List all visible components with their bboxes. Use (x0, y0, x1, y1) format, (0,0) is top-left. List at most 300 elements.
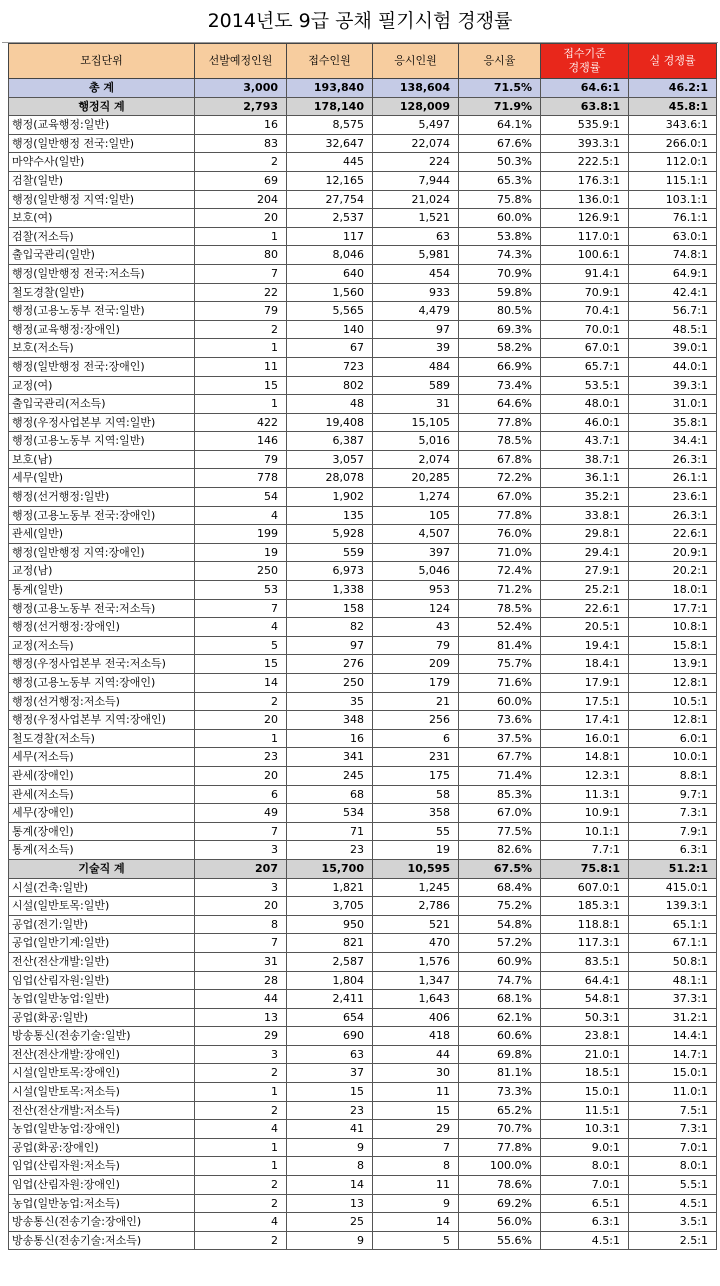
cell-attended: 55 (373, 822, 459, 841)
cell-rate: 37.5% (459, 729, 541, 748)
table-row (9, 897, 717, 916)
cell-planned: 204 (195, 190, 287, 209)
cell-actual-ratio: 2.5:1 (629, 1231, 717, 1250)
cell-applied: 690 (287, 1027, 373, 1046)
cell-actual-ratio: 8.8:1 (629, 766, 717, 785)
cell-applied: 250 (287, 674, 373, 693)
table-row (9, 525, 717, 544)
cell-rate: 74.7% (459, 971, 541, 990)
cell-actual-ratio: 44.0:1 (629, 357, 717, 376)
cell-actual-ratio: 14.4:1 (629, 1027, 717, 1046)
cell-planned: 53 (195, 581, 287, 600)
cell-actual-ratio: 67.1:1 (629, 934, 717, 953)
cell-actual-ratio: 64.9:1 (629, 264, 717, 283)
cell-applied-ratio: 70.4:1 (541, 302, 629, 321)
table-row (9, 134, 717, 153)
cell-actual-ratio: 26.3:1 (629, 506, 717, 525)
cell-attended: 14 (373, 1213, 459, 1232)
cell-applied-ratio: 67.0:1 (541, 339, 629, 358)
cell-rate: 100.0% (459, 1157, 541, 1176)
table-row (9, 766, 717, 785)
cell-applied: 723 (287, 357, 373, 376)
cell-planned: 29 (195, 1027, 287, 1046)
cell-planned: 20 (195, 209, 287, 228)
cell-applied: 67 (287, 339, 373, 358)
cell-applied: 6,387 (287, 432, 373, 451)
cell-attended: 470 (373, 934, 459, 953)
cell-unit: 공업(화공:장애인) (9, 1138, 195, 1157)
cell-rate: 71.2% (459, 581, 541, 600)
cell-applied: 654 (287, 1008, 373, 1027)
table-row (9, 357, 717, 376)
cell-planned: 5 (195, 636, 287, 655)
cell-applied-ratio: 136.0:1 (541, 190, 629, 209)
header-applied-ratio: 접수기준 경쟁률 (541, 44, 629, 79)
cell-rate: 69.2% (459, 1194, 541, 1213)
cell-planned: 6 (195, 785, 287, 804)
cell-rate: 75.2% (459, 897, 541, 916)
cell-applied-ratio: 4.5:1 (541, 1231, 629, 1250)
cell-applied-ratio: 29.8:1 (541, 525, 629, 544)
cell-unit: 전산(전산개발:저소득) (9, 1101, 195, 1120)
cell-actual-ratio: 63.0:1 (629, 227, 717, 246)
cell-unit: 전산(전산개발:장애인) (9, 1045, 195, 1064)
cell-rate: 54.8% (459, 915, 541, 934)
cell-planned: 19 (195, 543, 287, 562)
cell-rate: 74.3% (459, 246, 541, 265)
table-row (9, 655, 717, 674)
cell-actual-ratio: 20.9:1 (629, 543, 717, 562)
cell-applied: 32,647 (287, 134, 373, 153)
cell-applied-ratio: 12.3:1 (541, 766, 629, 785)
table-row (9, 543, 717, 562)
document (2, 0, 718, 1250)
table-row (9, 283, 717, 302)
cell-applied: 27,754 (287, 190, 373, 209)
cell-unit: 교정(저소득) (9, 636, 195, 655)
cell-rate: 71.4% (459, 766, 541, 785)
table-row (9, 1194, 717, 1213)
cell-planned: 4 (195, 618, 287, 637)
table-row (9, 1008, 717, 1027)
cell-rate: 60.0% (459, 209, 541, 228)
table-row (9, 729, 717, 748)
cell-applied-ratio: 63.8:1 (541, 97, 629, 116)
cell-actual-ratio: 56.7:1 (629, 302, 717, 321)
cell-actual-ratio: 51.2:1 (629, 859, 717, 878)
cell-rate: 62.1% (459, 1008, 541, 1027)
cell-unit: 농업(일반농업:일반) (9, 990, 195, 1009)
cell-applied: 2,587 (287, 952, 373, 971)
cell-attended: 521 (373, 915, 459, 934)
cell-attended: 1,521 (373, 209, 459, 228)
cell-actual-ratio: 343.6:1 (629, 116, 717, 135)
cell-unit: 농업(일반농업:저소득) (9, 1194, 195, 1213)
cell-applied: 445 (287, 153, 373, 172)
cell-rate: 77.8% (459, 1138, 541, 1157)
cell-planned: 8 (195, 915, 287, 934)
cell-actual-ratio: 65.1:1 (629, 915, 717, 934)
cell-attended: 1,274 (373, 488, 459, 507)
cell-applied: 68 (287, 785, 373, 804)
cell-applied-ratio: 91.4:1 (541, 264, 629, 283)
cell-attended: 406 (373, 1008, 459, 1027)
cell-rate: 55.6% (459, 1231, 541, 1250)
cell-applied: 2,411 (287, 990, 373, 1009)
table-row (9, 1045, 717, 1064)
cell-attended: 1,576 (373, 952, 459, 971)
cell-applied: 16 (287, 729, 373, 748)
cell-actual-ratio: 34.4:1 (629, 432, 717, 451)
cell-applied: 559 (287, 543, 373, 562)
cell-unit: 행정(고용노동부 전국:장애인) (9, 506, 195, 525)
table-row (9, 116, 717, 135)
cell-applied-ratio: 7.7:1 (541, 841, 629, 860)
cell-attended: 138,604 (373, 79, 459, 98)
cell-applied-ratio: 38.7:1 (541, 450, 629, 469)
cell-attended: 30 (373, 1064, 459, 1083)
cell-unit: 방송통신(전송기술:저소득) (9, 1231, 195, 1250)
cell-rate: 78.5% (459, 599, 541, 618)
cell-unit: 행정(일반행정 전국:장애인) (9, 357, 195, 376)
cell-applied-ratio: 53.5:1 (541, 376, 629, 395)
cell-rate: 67.7% (459, 748, 541, 767)
cell-unit: 임업(산림자원:장애인) (9, 1176, 195, 1195)
cell-attended: 8 (373, 1157, 459, 1176)
cell-actual-ratio: 7.0:1 (629, 1138, 717, 1157)
cell-rate: 72.4% (459, 562, 541, 581)
cell-rate: 50.3% (459, 153, 541, 172)
cell-actual-ratio: 13.9:1 (629, 655, 717, 674)
cell-applied-ratio: 14.8:1 (541, 748, 629, 767)
cell-applied-ratio: 50.3:1 (541, 1008, 629, 1027)
cell-applied: 23 (287, 841, 373, 860)
cell-planned: 1 (195, 1083, 287, 1102)
cell-attended: 953 (373, 581, 459, 600)
cell-unit: 출입국관리(일반) (9, 246, 195, 265)
cell-planned: 79 (195, 302, 287, 321)
cell-applied: 41 (287, 1120, 373, 1139)
cell-applied: 276 (287, 655, 373, 674)
cell-planned: 2 (195, 153, 287, 172)
cell-applied-ratio: 35.2:1 (541, 488, 629, 507)
header-rate: 응시율 (459, 44, 541, 79)
cell-unit: 행정(교육행정:장애인) (9, 320, 195, 339)
cell-rate: 60.9% (459, 952, 541, 971)
cell-applied: 193,840 (287, 79, 373, 98)
cell-applied-ratio: 17.4:1 (541, 711, 629, 730)
cell-attended: 9 (373, 1194, 459, 1213)
cell-attended: 933 (373, 283, 459, 302)
cell-actual-ratio: 139.3:1 (629, 897, 717, 916)
cell-rate: 75.7% (459, 655, 541, 674)
cell-applied: 158 (287, 599, 373, 618)
cell-unit: 마약수사(일반) (9, 153, 195, 172)
table-row (9, 971, 717, 990)
cell-attended: 7,944 (373, 171, 459, 190)
cell-actual-ratio: 35.8:1 (629, 413, 717, 432)
cell-attended: 4,479 (373, 302, 459, 321)
cell-applied-ratio: 22.6:1 (541, 599, 629, 618)
cell-applied: 48 (287, 395, 373, 414)
table-row (9, 227, 717, 246)
cell-rate: 77.8% (459, 413, 541, 432)
cell-applied-ratio: 100.6:1 (541, 246, 629, 265)
cell-applied: 950 (287, 915, 373, 934)
cell-actual-ratio: 14.7:1 (629, 1045, 717, 1064)
cell-planned: 4 (195, 506, 287, 525)
cell-applied-ratio: 11.5:1 (541, 1101, 629, 1120)
cell-rate: 66.9% (459, 357, 541, 376)
cell-planned: 146 (195, 432, 287, 451)
table-row (9, 171, 717, 190)
cell-applied-ratio: 117.0:1 (541, 227, 629, 246)
cell-unit: 행정(일반행정 지역:장애인) (9, 543, 195, 562)
cell-applied: 9 (287, 1138, 373, 1157)
cell-planned: 2,793 (195, 97, 287, 116)
table-row (9, 209, 717, 228)
table-row (9, 841, 717, 860)
cell-planned: 15 (195, 376, 287, 395)
cell-applied-ratio: 23.8:1 (541, 1027, 629, 1046)
cell-applied-ratio: 25.2:1 (541, 581, 629, 600)
cell-actual-ratio: 15.8:1 (629, 636, 717, 655)
cell-attended: 11 (373, 1176, 459, 1195)
table-row (9, 711, 717, 730)
cell-attended: 484 (373, 357, 459, 376)
header-actual-ratio: 실 경쟁률 (629, 44, 717, 79)
cell-planned: 3 (195, 841, 287, 860)
table-row (9, 952, 717, 971)
table-row (9, 878, 717, 897)
cell-planned: 2 (195, 1194, 287, 1213)
cell-planned: 7 (195, 934, 287, 953)
cell-applied: 1,338 (287, 581, 373, 600)
table-row (9, 562, 717, 581)
cell-actual-ratio: 12.8:1 (629, 674, 717, 693)
cell-applied-ratio: 46.0:1 (541, 413, 629, 432)
cell-planned: 250 (195, 562, 287, 581)
page-title: 2014년도 9급 공채 필기시험 경쟁률 (2, 0, 718, 43)
cell-attended: 209 (373, 655, 459, 674)
cell-applied: 3,057 (287, 450, 373, 469)
cell-attended: 5,497 (373, 116, 459, 135)
header-attended: 응시인원 (373, 44, 459, 79)
cell-rate: 59.8% (459, 283, 541, 302)
cell-planned: 49 (195, 804, 287, 823)
cell-rate: 71.6% (459, 674, 541, 693)
cell-actual-ratio: 42.4:1 (629, 283, 717, 302)
cell-unit: 공업(전기:일반) (9, 915, 195, 934)
cell-planned: 20 (195, 711, 287, 730)
cell-applied-ratio: 118.8:1 (541, 915, 629, 934)
cell-attended: 22,074 (373, 134, 459, 153)
cell-actual-ratio: 415.0:1 (629, 878, 717, 897)
cell-unit: 세무(장애인) (9, 804, 195, 823)
cell-unit: 임업(산림자원:저소득) (9, 1157, 195, 1176)
cell-applied: 1,804 (287, 971, 373, 990)
cell-rate: 78.6% (459, 1176, 541, 1195)
cell-attended: 256 (373, 711, 459, 730)
cell-unit: 시설(일반토목:장애인) (9, 1064, 195, 1083)
table-row (9, 506, 717, 525)
cell-applied: 8,046 (287, 246, 373, 265)
table-row (9, 674, 717, 693)
table-row (9, 320, 717, 339)
cell-unit: 보호(남) (9, 450, 195, 469)
cell-actual-ratio: 17.7:1 (629, 599, 717, 618)
cell-applied: 245 (287, 766, 373, 785)
cell-actual-ratio: 10.0:1 (629, 748, 717, 767)
cell-rate: 81.4% (459, 636, 541, 655)
cell-applied-ratio: 29.4:1 (541, 543, 629, 562)
cell-applied: 640 (287, 264, 373, 283)
cell-applied-ratio: 18.5:1 (541, 1064, 629, 1083)
cell-planned: 778 (195, 469, 287, 488)
cell-applied-ratio: 9.0:1 (541, 1138, 629, 1157)
cell-planned: 54 (195, 488, 287, 507)
cell-attended: 231 (373, 748, 459, 767)
cell-attended: 63 (373, 227, 459, 246)
cell-actual-ratio: 76.1:1 (629, 209, 717, 228)
cell-planned: 31 (195, 952, 287, 971)
cell-applied: 3,705 (287, 897, 373, 916)
cell-applied: 135 (287, 506, 373, 525)
cell-attended: 43 (373, 618, 459, 637)
cell-unit: 행정(일반행정 지역:일반) (9, 190, 195, 209)
cell-applied-ratio: 8.0:1 (541, 1157, 629, 1176)
cell-unit: 농업(일반농업:장애인) (9, 1120, 195, 1139)
cell-applied: 117 (287, 227, 373, 246)
cell-planned: 28 (195, 971, 287, 990)
cell-rate: 64.6% (459, 395, 541, 414)
cell-rate: 67.8% (459, 450, 541, 469)
cell-rate: 70.9% (459, 264, 541, 283)
cell-planned: 1 (195, 1138, 287, 1157)
cell-unit: 행정(교육행정:일반) (9, 116, 195, 135)
cell-applied: 802 (287, 376, 373, 395)
cell-applied: 140 (287, 320, 373, 339)
cell-actual-ratio: 3.5:1 (629, 1213, 717, 1232)
cell-unit: 행정(고용노동부 전국:일반) (9, 302, 195, 321)
cell-rate: 69.3% (459, 320, 541, 339)
table-row (9, 1101, 717, 1120)
cell-attended: 589 (373, 376, 459, 395)
cell-rate: 71.9% (459, 97, 541, 116)
cell-planned: 23 (195, 748, 287, 767)
cell-applied: 28,078 (287, 469, 373, 488)
table-row (9, 599, 717, 618)
cell-applied: 23 (287, 1101, 373, 1120)
cell-rate: 67.0% (459, 804, 541, 823)
cell-applied: 1,902 (287, 488, 373, 507)
cell-attended: 2,786 (373, 897, 459, 916)
cell-applied-ratio: 75.8:1 (541, 859, 629, 878)
cell-unit: 행정직 계 (9, 97, 195, 116)
table-row (9, 1157, 717, 1176)
competition-table (8, 43, 717, 1250)
cell-actual-ratio: 6.3:1 (629, 841, 717, 860)
cell-applied-ratio: 83.5:1 (541, 952, 629, 971)
cell-planned: 2 (195, 1064, 287, 1083)
cell-applied: 348 (287, 711, 373, 730)
cell-applied: 1,821 (287, 878, 373, 897)
table-row (9, 990, 717, 1009)
cell-applied: 13 (287, 1194, 373, 1213)
cell-unit: 기술직 계 (9, 859, 195, 878)
cell-attended: 128,009 (373, 97, 459, 116)
cell-planned: 20 (195, 766, 287, 785)
cell-applied-ratio: 64.4:1 (541, 971, 629, 990)
cell-attended: 179 (373, 674, 459, 693)
cell-unit: 철도경찰(일반) (9, 283, 195, 302)
cell-planned: 2 (195, 692, 287, 711)
cell-applied-ratio: 607.0:1 (541, 878, 629, 897)
cell-rate: 57.2% (459, 934, 541, 953)
grand-total-row (9, 79, 717, 98)
cell-attended: 11 (373, 1083, 459, 1102)
cell-planned: 80 (195, 246, 287, 265)
cell-planned: 207 (195, 859, 287, 878)
cell-applied: 12,165 (287, 171, 373, 190)
cell-unit: 통계(일반) (9, 581, 195, 600)
cell-attended: 19 (373, 841, 459, 860)
cell-planned: 2 (195, 320, 287, 339)
cell-attended: 20,285 (373, 469, 459, 488)
table-row (9, 488, 717, 507)
cell-applied: 97 (287, 636, 373, 655)
cell-actual-ratio: 12.8:1 (629, 711, 717, 730)
table-row (9, 1027, 717, 1046)
cell-rate: 77.5% (459, 822, 541, 841)
cell-applied: 534 (287, 804, 373, 823)
table-row (9, 339, 717, 358)
cell-applied: 5,928 (287, 525, 373, 544)
cell-planned: 13 (195, 1008, 287, 1027)
cell-unit: 공업(일반기계:일반) (9, 934, 195, 953)
cell-applied: 6,973 (287, 562, 373, 581)
cell-planned: 7 (195, 599, 287, 618)
cell-planned: 4 (195, 1213, 287, 1232)
cell-unit: 행정(고용노동부 지역:일반) (9, 432, 195, 451)
cell-applied-ratio: 222.5:1 (541, 153, 629, 172)
cell-applied-ratio: 20.5:1 (541, 618, 629, 637)
cell-actual-ratio: 48.1:1 (629, 971, 717, 990)
cell-unit: 시설(일반토목:일반) (9, 897, 195, 916)
cell-attended: 5,981 (373, 246, 459, 265)
cell-unit: 행정(우정사업본부 지역:장애인) (9, 711, 195, 730)
cell-attended: 7 (373, 1138, 459, 1157)
table-row (9, 1213, 717, 1232)
cell-planned: 2 (195, 1231, 287, 1250)
cell-unit: 총 계 (9, 79, 195, 98)
cell-attended: 10,595 (373, 859, 459, 878)
cell-unit: 통계(장애인) (9, 822, 195, 841)
cell-planned: 16 (195, 116, 287, 135)
cell-unit: 방송통신(전송기술:장애인) (9, 1213, 195, 1232)
cell-rate: 68.4% (459, 878, 541, 897)
table-row (9, 469, 717, 488)
cell-unit: 검찰(일반) (9, 171, 195, 190)
cell-unit: 행정(선거행정:장애인) (9, 618, 195, 637)
cell-planned: 83 (195, 134, 287, 153)
cell-unit: 방송통신(전송기술:일반) (9, 1027, 195, 1046)
table-row (9, 1231, 717, 1250)
subtotal-row (9, 97, 717, 116)
cell-actual-ratio: 11.0:1 (629, 1083, 717, 1102)
cell-attended: 15 (373, 1101, 459, 1120)
table-row (9, 413, 717, 432)
